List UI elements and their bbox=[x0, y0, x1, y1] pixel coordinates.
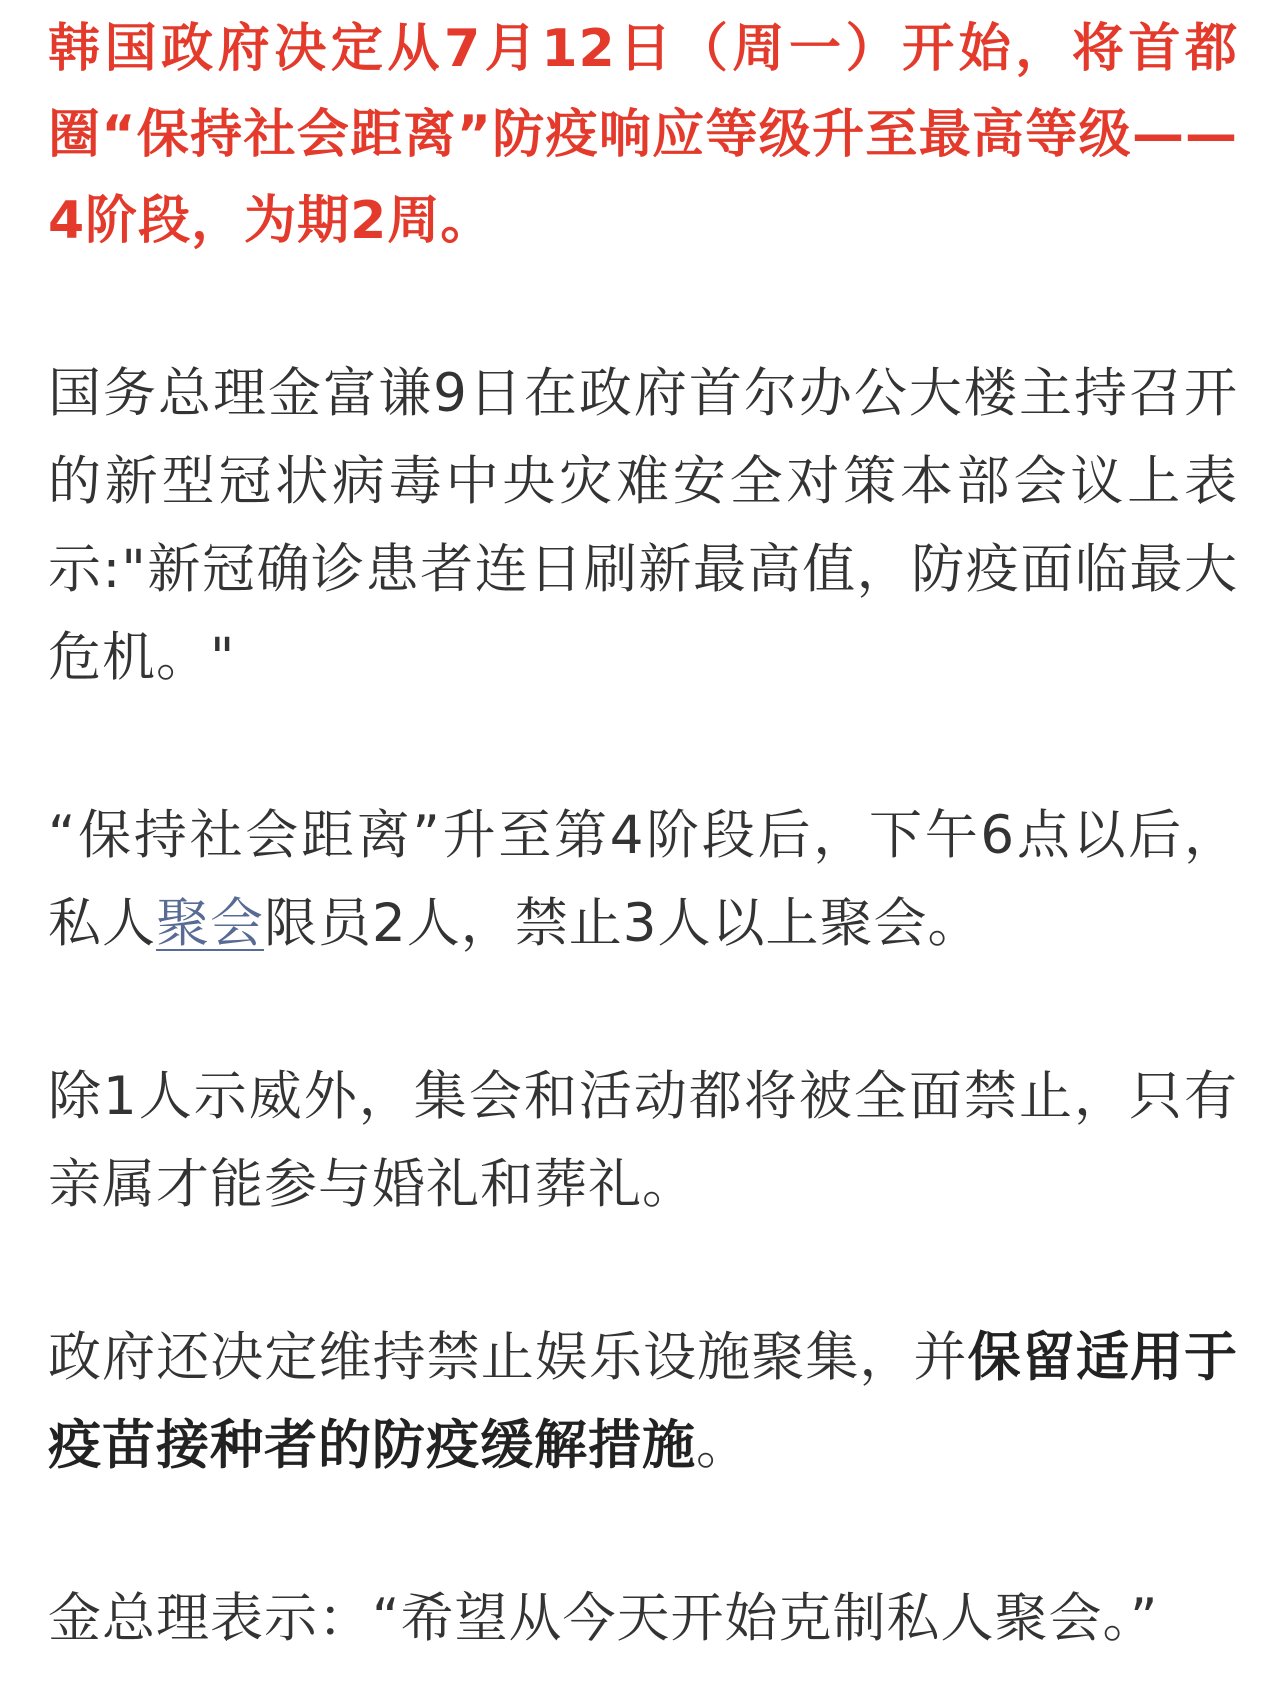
closing-quote-paragraph: 金总理表示：“希望从今天开始克制私人聚会。” bbox=[48, 1588, 1159, 1649]
paragraph-text: 限员2人，禁止3人以上聚会。 bbox=[264, 893, 982, 954]
lead-paragraph: 韩国政府决定从7月12日（周一）开始，将首都圈“保持社会距离”防疫响应等级升至最高等级——4阶段，为期2周。 bbox=[48, 19, 1238, 251]
assembly-ban-paragraph: 除1人示威外，集会和活动都将被全面禁止，只有亲属才能参与婚礼和葬礼。 bbox=[48, 1066, 1238, 1215]
gathering-link[interactable]: 聚会 bbox=[156, 893, 264, 954]
quote-paragraph: 国务总理金富谦9日在政府首尔办公大楼主持召开的新型冠状病毒中央灾难安全对策本部会议上表示:"新冠确诊患者连日刷新最高值，防疫面临最大危机。" bbox=[48, 363, 1238, 688]
paragraph-text: 。 bbox=[696, 1415, 750, 1476]
paragraph-text: “保持社会距离”升至第4阶段后，下午6点以后，私人 bbox=[48, 805, 1238, 954]
paragraph-text: 政府还决定维持禁止娱乐设施聚集，并 bbox=[48, 1327, 968, 1388]
bold-emphasis: 保留适用于疫苗接种者的防疫缓解措施 bbox=[48, 1327, 1239, 1476]
vaccine-measures-paragraph bbox=[48, 1314, 1238, 1490]
gathering-limit-paragraph bbox=[48, 792, 1238, 968]
